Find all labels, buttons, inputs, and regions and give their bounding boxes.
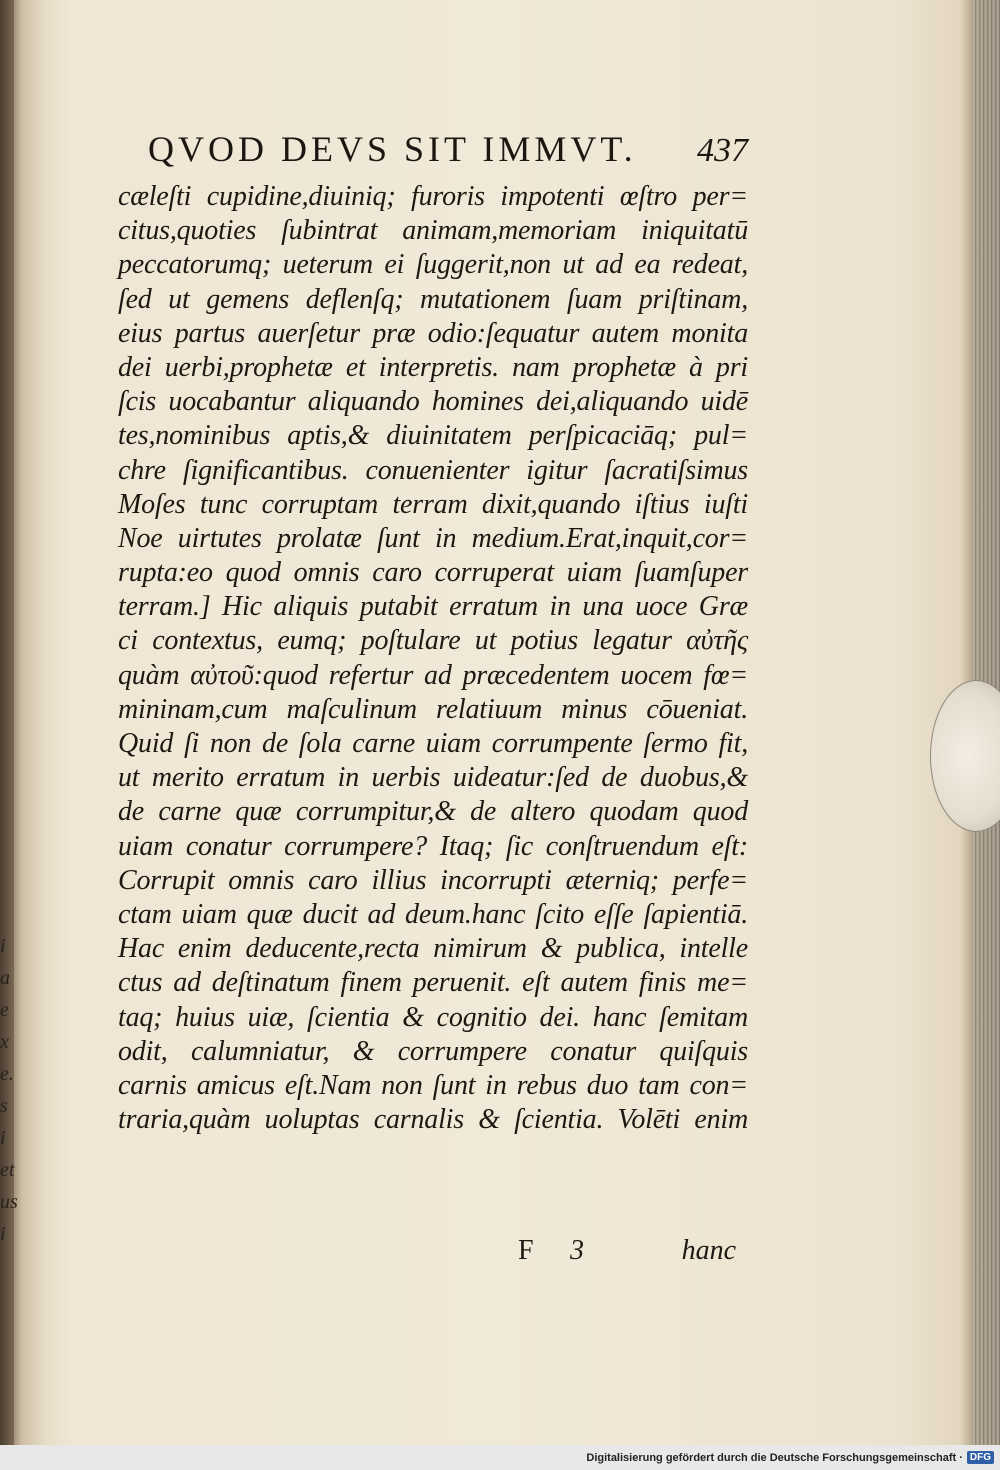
text-line: ctus ad deſtinatum finem peruenit. eſt autem finis me=	[118, 967, 748, 999]
text-line: ſcis uocabantur aliquando homines dei,aliquando uidē	[118, 386, 748, 418]
margin-letter: us	[0, 1191, 18, 1213]
margin-letter: x	[0, 1031, 9, 1053]
page-header	[148, 128, 748, 170]
dfg-logo: DFG	[967, 1451, 994, 1464]
credit-text: Digitalisierung gefördert durch die Deutsche Forschungsgemeinschaft ·	[586, 1451, 963, 1464]
margin-letter: i	[0, 1127, 6, 1149]
text-line: Noe uirtutes prolatæ ſunt in medium.Erat,inquit,cor=	[118, 522, 748, 554]
signature-number: 3	[570, 1235, 584, 1266]
text-line: taq; huius uiæ, ſcientia & cognitio dei. hanc ſemitam	[118, 1001, 748, 1033]
text-line: Hac enim deducente,recta nimirum & publica, intelle	[118, 933, 748, 965]
catchword: hanc	[681, 1235, 736, 1266]
text-line: ctam uiam quæ ducit ad deum.hanc ſcito eſſe ſapientiā.	[118, 898, 748, 930]
text-line: de carne quæ corrumpitur,& de altero quodam quod	[118, 796, 748, 828]
text-line: odit, calumniatur, & corrumpere conatur quiſquis	[118, 1035, 748, 1067]
page-number: 437	[697, 132, 748, 169]
margin-letter: et	[0, 1159, 15, 1181]
text-line: Quid ſi non de ſola carne uiam corrumpente ſermo fit,	[118, 728, 748, 759]
text-line: rupta:eo quod omnis caro corruperat uiam ſuamſuper	[118, 557, 748, 589]
book-clasp	[930, 680, 1000, 832]
text-line: traria,quàm uoluptas carnalis & ſcientia. Volēti enim	[118, 1104, 748, 1136]
margin-letter: i	[0, 1223, 6, 1245]
text-line: ſed ut gemens deflenſq; mutationem ſuam priſtinam,	[118, 283, 748, 315]
text-line: terram.] Hic aliquis putabit erratum in una uoce Græ	[118, 591, 748, 623]
margin-letter: s	[0, 1095, 8, 1117]
text-line: peccatorumq; ueterum ei ſuggerit,non ut ad ea redeat,	[118, 249, 748, 281]
text-line: uiam conatur corrumpere? Itaq; ſic conſtruendum eſt:	[118, 830, 748, 862]
signature-mark: F	[518, 1235, 534, 1266]
text-line: citus,quoties ſubintrat animam,memoriam iniquitatū	[118, 215, 748, 247]
text-line: chre ſignificantibus. conuenienter igitur ſacratiſsimus	[118, 454, 748, 486]
running-head: QVOD DEVS SIT IMMVT.	[148, 129, 637, 169]
text-line: tes,nominibus aptis,& diuinitatem perſpicaciāq; pul=	[118, 420, 748, 452]
digitization-credit-bar	[0, 1445, 1000, 1470]
text-block	[118, 180, 748, 1137]
page-footer	[118, 1235, 748, 1275]
text-line: carnis amicus eſt.Nam non ſunt in rebus duo tam con=	[118, 1069, 748, 1101]
text-line: quàm αὐτοῦ:quod refertur ad præcedentem uocem fœ=	[118, 659, 748, 691]
text-line: Moſes tunc corruptam terram dixit,quando iſtius iuſti	[118, 488, 748, 520]
text-line: ut merito erratum in uerbis uideatur:ſed de duobus,&	[118, 762, 748, 794]
margin-letter: e	[0, 999, 9, 1021]
margin-letter: a	[0, 967, 10, 989]
margin-letter: e.	[0, 1063, 14, 1085]
text-line: Corrupit omnis caro illius incorrupti æterniq; perfe=	[118, 864, 748, 896]
margin-letter: i	[0, 935, 6, 957]
text-line: cæleſti cupidine,diuiniq; furoris impotenti œſtro per=	[118, 181, 748, 212]
text-line: mininam,cum maſculinum relatiuum minus cōueniat.	[118, 693, 748, 725]
text-line: ci contextus, eumq; poſtulare ut potius legatur αὐτῆς	[118, 625, 748, 657]
text-line: dei uerbi,prophetæ et interpretis. nam prophetæ à pri	[118, 351, 748, 383]
adjacent-page-margin-letters	[0, 930, 18, 1250]
text-line: eius partus auerſetur præ odio:ſequatur autem monita	[118, 317, 748, 349]
